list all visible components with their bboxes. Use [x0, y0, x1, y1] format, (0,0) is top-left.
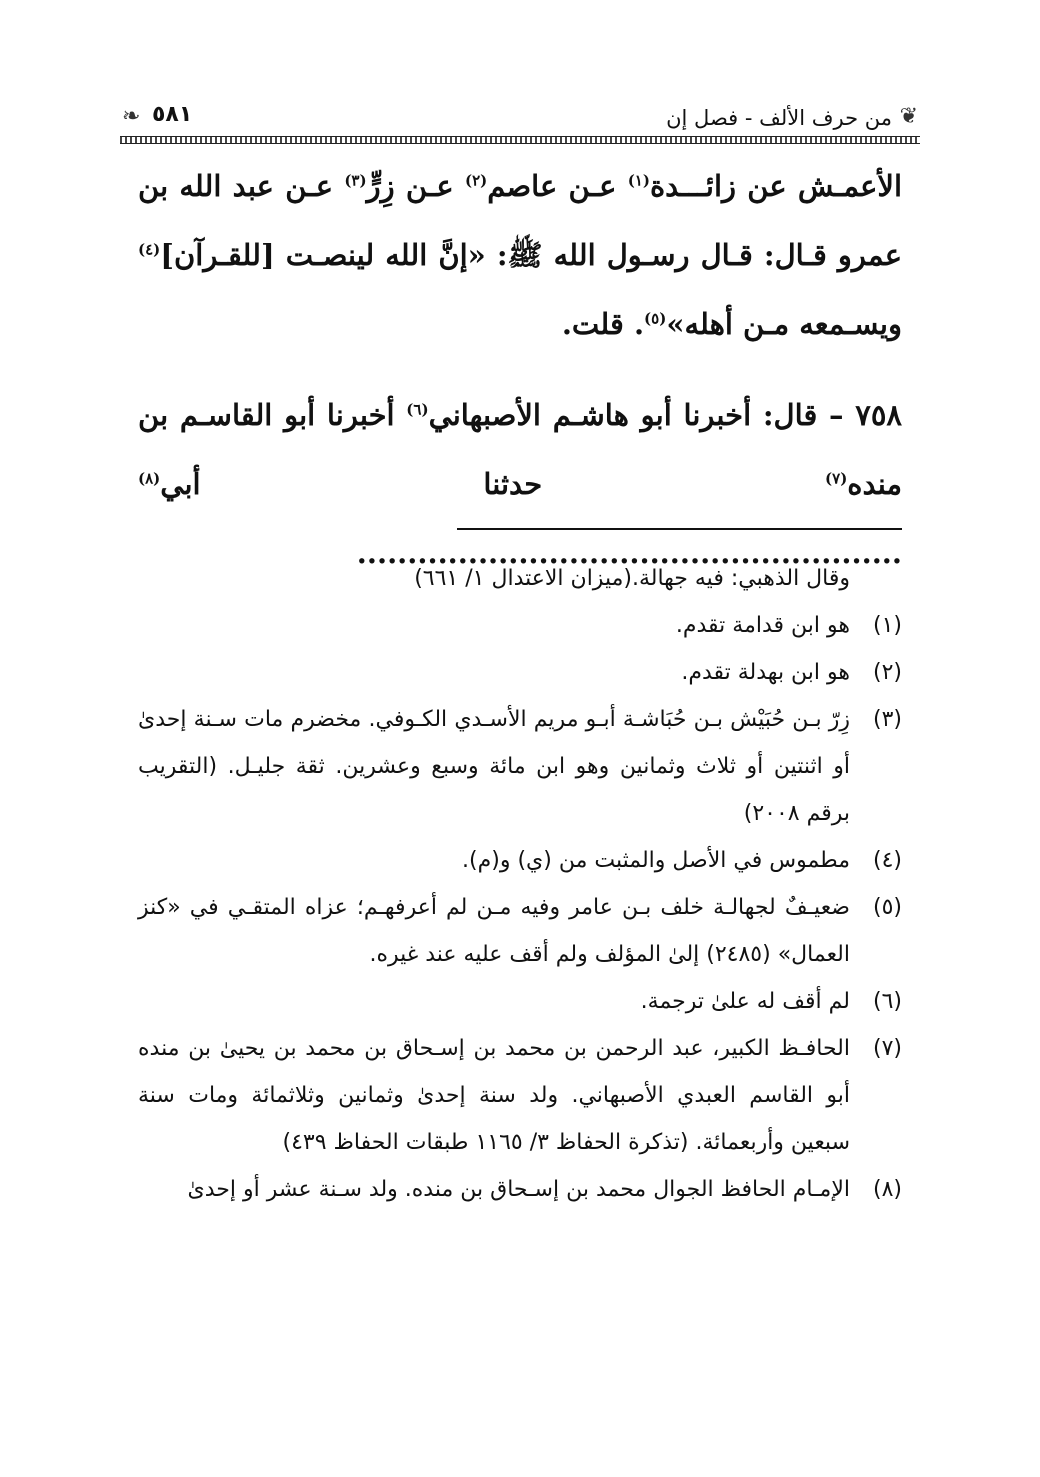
footnote-item: (٤) مطموس في الأصل والمثبت من (ي) و(م).	[462, 848, 902, 873]
running-title: من حرف الألف - فصل إن	[666, 106, 892, 130]
footnote-continuation: وقال الذهبي: فيه جهالة.(ميزان الاعتدال ١/ ٦٦١)	[414, 566, 850, 591]
footnote-ref: (٤)	[138, 240, 161, 259]
ornament-icon: ❦	[899, 104, 918, 129]
footnote-ref: (٦)	[406, 400, 429, 419]
footnote-item: (٣) زِرّ بـن حُبَيْش بـن حُبَاشـة أبـو مريم الأسـدي الكـوفي. مخضرم مات سـنة إحدىٰ أو اثنتين أو ثلاث وثمانين وهو ابن مائة وسبع وعشرين. ثقة جليـل. (التقريب برقم ٢٠٠٨)	[138, 707, 902, 826]
footnote-item: (٧) الحافـظ الكبير، عبد الرحمن بن محمد بن إسـحاق بن محمد بن يحيىٰ بن منده أبو القاسم العبدي الأصبهاني. ولد سنة إحدىٰ وثمانين وثلاثمائة ومات سنة سبعين وأربعمائة. (تذكرة الحفاظ ٣/ ١١٦٥ طبقات الحفاظ ٤٣٩)	[138, 1036, 902, 1155]
footnote-item: (١) هو ابن قدامة تقدم.	[675, 613, 902, 638]
paragraph-758: ٧٥٨ – قال: أخبرنا أبو هاشـم الأصبهاني$^{(٦)}$ أخبرنا أبو القاسـم بن منده$^{(٧)}$ حدثنا أبي$^{(٨)}$ ......................................................	[138, 398, 902, 570]
page-header	[120, 98, 920, 144]
footnote-item: (٨) الإمـام الحافظ الجوال محمد بن إسـحاق بن منده. ولد سـنة عشر أو إحدىٰ	[187, 1177, 902, 1202]
footnote-ref: (٢)	[464, 171, 488, 190]
footnote-item: (٦) لم أقف له علىٰ ترجمة.	[640, 989, 902, 1014]
footnote-item: (٥) ضعيـفٌ لجهالـة خلف بـن عامر وفيه مـن لم أعرفهـم؛ عزاه المتقـي في «كنز العمال» (٢٤٨٥) إلىٰ المؤلف ولم أقف عليه عند غيره.	[138, 895, 902, 967]
ornament-icon: ❧	[122, 104, 141, 129]
paragraph-757-end: الأعمـش عن زائـــدة$^{(١)}$ عـن عاصم$^{(٢)}$ عـن زِرٍّ$^{(٣)}$ عـن عبد الله بن عمرو قـال: قـال رسـول الله ﷺ: «إنَّ الله لينصـت [للقـرآن]$^{(٤)}$ ويسـمعه مـن أهله»$^{(٥)}$. قلت.	[138, 169, 903, 341]
footnote-ref: (٧)	[825, 469, 848, 488]
footnote-separator	[457, 528, 902, 530]
main-text	[138, 152, 902, 588]
footnote-item: (٢) هو ابن بهدلة تقدم.	[681, 660, 902, 685]
footnote-ref: (٣)	[344, 171, 367, 190]
footnote-ref: (٥)	[644, 309, 667, 328]
footnote-ref: (١)	[627, 171, 650, 190]
header-rule	[120, 136, 920, 144]
footnotes	[138, 555, 902, 1213]
page-number: ٥٨١	[152, 102, 193, 127]
footnote-ref: (٨)	[138, 469, 161, 488]
